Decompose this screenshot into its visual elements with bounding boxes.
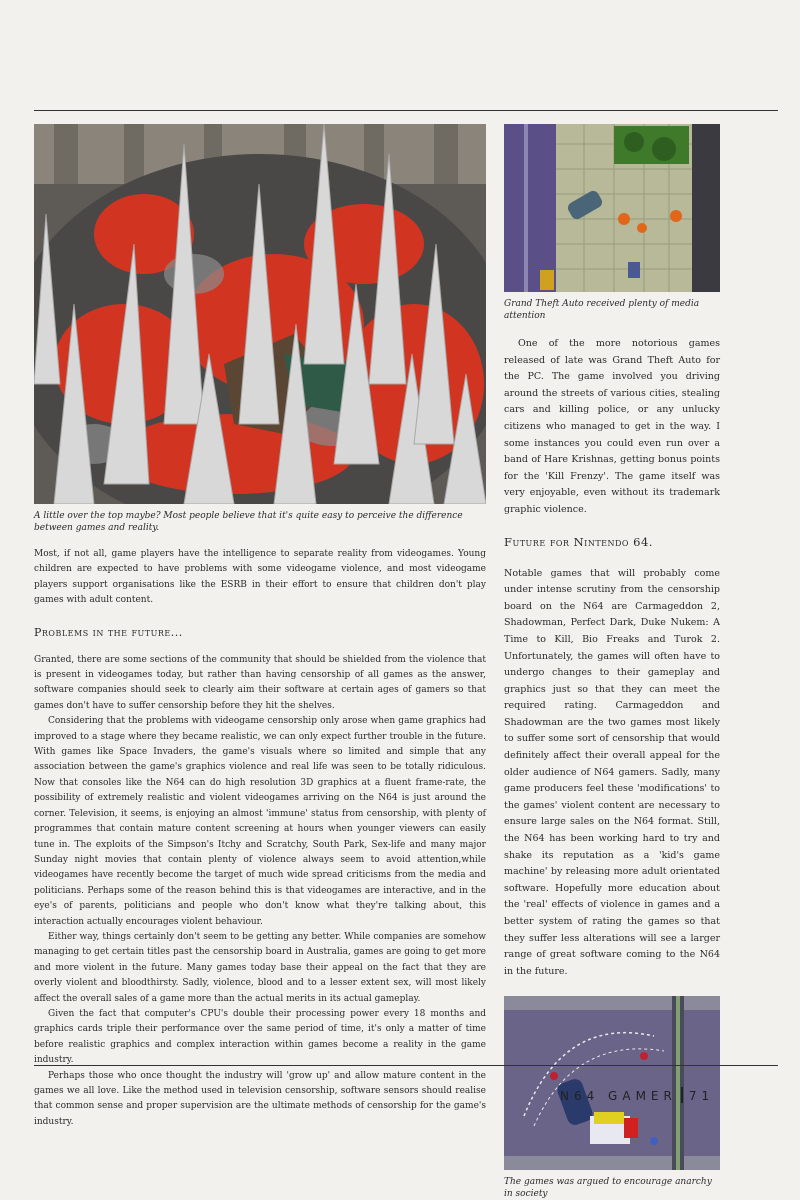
car-illustration (504, 996, 720, 1170)
gta-illustration (504, 124, 720, 292)
body-paragraph: Granted, there are some sections of the community that should be shielded from the violence that is present in videogames today, but rather than having censorship of all games as the answer, software companies should seek to clearly aim their software at certain ages of gamers so that games don't have to suffer censorship before they hit the shelves. (34, 654, 486, 711)
body-paragraph: Perhaps those who once thought the industry will 'grow up' and allow mature content in the games we all love. Like the method used in television censorship, software sensors should realise that common sense and proper supervision are the ultimate methods of censorship for the game's industry. (34, 1070, 486, 1127)
spikes-illustration (34, 124, 486, 504)
gta-paragraph: One of the more notorious games released of late was Grand Theft Auto for the PC. The game involved you driving around the streets of various cities, stealing cars and killing police, or any unlucky citizens who managed to get in the way. I some instances you could even run over a band of Hare Krishnas, getting bonus points for the 'Kill Frenzy'. The game itself was very enjoyable, even without its trademark graphic violence. (504, 338, 720, 515)
body-paragraph: Given the fact that computer's CPU's double their processing power every 18 months and graphics cards triple their performance over the same period of time, it's only a matter of time before realistic graphics and complex interaction within games become a reality in the game industry. (34, 1008, 486, 1066)
intro-paragraph: Most, if not all, game players have the intelligence to separate reality from videogames. Young children are expected to have problems with some videogame violence, and most videogame players support organisations like the ESRB in their effort to ensure that children don't play games with adult content. (34, 549, 486, 606)
spikes-screenshot (34, 124, 486, 504)
page-number: 71 (688, 1089, 715, 1103)
footer-separator (681, 1087, 683, 1103)
top-rule (34, 110, 778, 111)
left-column (34, 124, 486, 1130)
bottom-rule (34, 1065, 778, 1066)
car-figure-caption: The games was argued to encourage anarchy in society (504, 1177, 712, 1200)
section-heading-future-n64: Future for Nintendo 64. (504, 534, 653, 549)
car-screenshot (504, 996, 720, 1170)
n64-paragraph: Notable games that will probably come under intense scrutiny from the censorship board on the N64 are Carmageddon 2, Shadowman, Perfect Dark, Duke Nukem: A Time to Kill, Bio Freaks and Turok 2. Unfortunately, the games will often have to undergo changes to their gameplay and graphics just so that they can meet the required rating. Carmageddon and Shadowman are the two games most likely to suffer some sort of censorship that would definitely affect their overall appeal for the older audience of N64 gamers. Sadly, many game producers feel these 'modifications' to the games' violent content are necessary to ensure large sales on the N64 format. Still, the N64 has been working hard to try and shake its reputation as a 'kid's game machine' by releasing more adult orientated software. Hopefully more education about the 'real' effects of violence in games and a better system of rating the games so that they suffer less alterations will see a larger range of great software coming to the N64 in the future. (504, 567, 720, 977)
gta-screenshot (504, 124, 720, 292)
section-heading-problems: Problems in the future... (34, 625, 183, 639)
body-paragraph: Considering that the problems with videogame censorship only arose when game graphics had improved to a stage where they became realistic, we can only expect further trouble in the future. With games like Space Invaders, the game's visuals where so limited and simple that any association between the game's graphics violence and real life was seen to be totally ridiculous. Now that consoles like the N64 can do high resolution 3D graphics at a fluent frame-rate, the possibility of extremely realistic and violent videogames arriving on the N64 is just around the corner. Television, it seems, is enjoying an almost 'immune' status from censorship, with plenty of programmes that contain mature content screening at hours when younger viewers can easily tune in. The exploits of the Simpson's Itchy and Scratchy, South Park, Sex-life and many major Sunday night movies that contain plenty of violence always seem to avoid attention,while videogames have recently become the target of much wide spread criticisms from the media and politicians. Perhaps some of the reason behind this is that videogames are interactive, and in the eye's of parents, politicians and people who don't know what they're talking about, this interaction actually encourages violent behaviour. (34, 716, 486, 927)
magazine-name: N64 GAMER (560, 1089, 677, 1103)
gta-figure-caption: Grand Theft Auto received plenty of media attention (504, 299, 700, 321)
right-column (504, 124, 720, 1200)
body-paragraph: Either way, things certainly don't seem to be getting any better. While companies are somehow managing to get certain titles past the censorship board in Australia, games are going to get more and more violent in the future. Many games today base their appeal on the fact that they are overly violent and bloodthirsty. Sadly, violence, blood and to a lesser extent sex, will most likely affect the overall sales of a game more than the actual merits in its actual gameplay. (34, 931, 486, 1004)
main-figure-caption: A little over the top maybe? Most people believe that it's quite easy to perceive the difference between games and reality. (34, 511, 463, 533)
page-footer (560, 1087, 714, 1103)
